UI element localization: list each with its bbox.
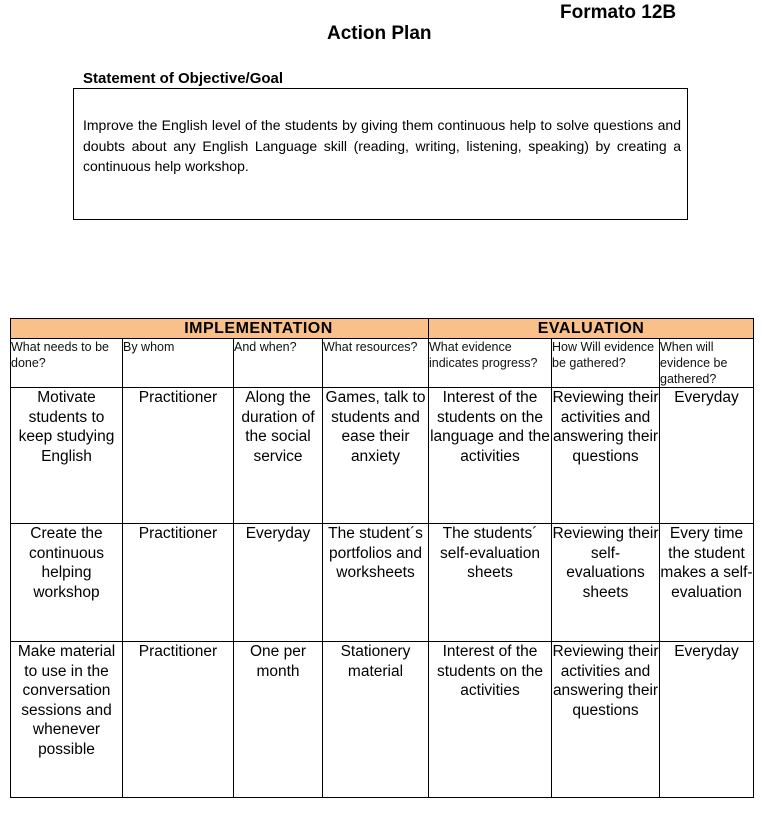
table-cell: Every time the student makes a self-evaluation xyxy=(660,524,754,642)
table-cell: Everyday xyxy=(234,524,323,642)
table-cell: Reviewing their activities and answering their questions xyxy=(552,388,660,524)
table-cell: Motivate students to keep studying English xyxy=(11,388,123,524)
table-cell: Along the duration of the social service xyxy=(234,388,323,524)
action-plan-table xyxy=(10,318,754,798)
column-header: What resources? xyxy=(323,339,429,388)
evaluation-header: EVALUATION xyxy=(429,319,754,339)
table-cell: The students´ self-evaluation sheets xyxy=(429,524,552,642)
table-cell: Make material to use in the conversation sessions and whenever possible xyxy=(11,642,123,798)
column-header: And when? xyxy=(234,339,323,388)
table-row xyxy=(11,524,754,642)
table-cell: Games, talk to students and ease their anxiety xyxy=(323,388,429,524)
table-cell: Interest of the students on the language and the activities xyxy=(429,388,552,524)
table-cell: Reviewing their activities and answering their questions xyxy=(552,642,660,798)
table-cell: Practitioner xyxy=(123,388,234,524)
table-cell: Everyday xyxy=(660,388,754,524)
section-header-row xyxy=(11,319,754,339)
table-cell: Practitioner xyxy=(123,524,234,642)
table-row xyxy=(11,388,754,524)
table-cell: Stationery material xyxy=(323,642,429,798)
column-header: What needs to be done? xyxy=(11,339,123,388)
column-header: By whom xyxy=(123,339,234,388)
goal-box xyxy=(73,88,688,220)
table-cell: The student´s portfolios and worksheets xyxy=(323,524,429,642)
table-cell: Practitioner xyxy=(123,642,234,798)
goal-text: Improve the English level of the students by giving them continuous help to solve questions and doubts about any English Language skill (reading, writing, listening, speaking) by creating a continuous help workshop. xyxy=(83,117,681,174)
table-row xyxy=(11,642,754,798)
table-cell: Reviewing their self-evaluations sheets xyxy=(552,524,660,642)
column-header: How Will evidence be gathered? xyxy=(552,339,660,388)
implementation-header: IMPLEMENTATION xyxy=(11,319,429,339)
format-label: Formato 12B xyxy=(560,2,677,23)
goal-label: Statement of Objective/Goal xyxy=(83,70,284,87)
column-header: When will evidence be gathered? xyxy=(660,339,754,388)
table-cell: Interest of the students on the activities xyxy=(429,642,552,798)
table-cell: Create the continuous helping workshop xyxy=(11,524,123,642)
column-header-row xyxy=(11,339,754,388)
table-cell: One per month xyxy=(234,642,323,798)
page-title: Action Plan xyxy=(327,23,432,44)
table-cell: Everyday xyxy=(660,642,754,798)
column-header: What evidence indicates progress? xyxy=(429,339,552,388)
